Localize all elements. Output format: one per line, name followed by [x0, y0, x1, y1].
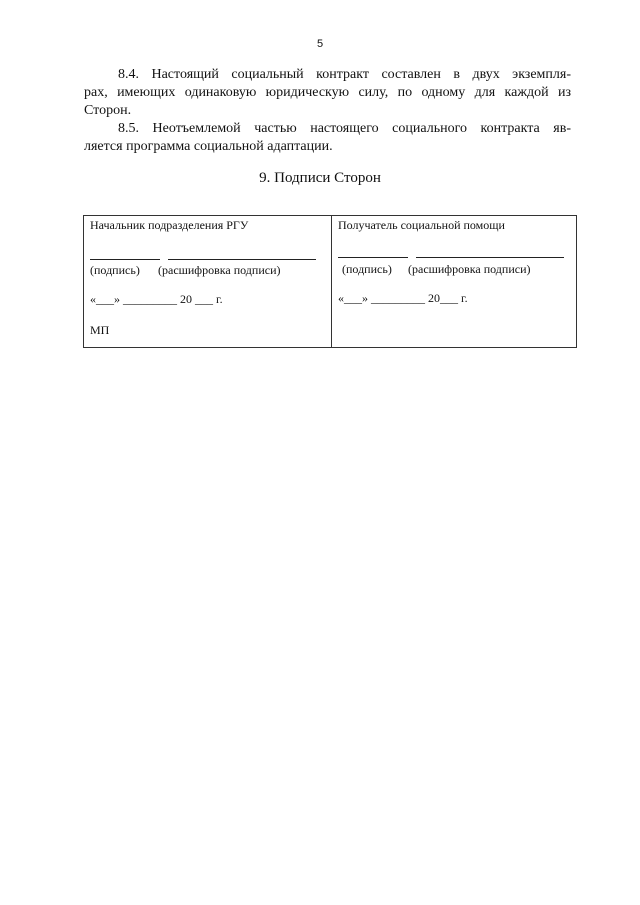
paragraph-8-5-line-2: ляется программа социальной адаптации.	[84, 139, 333, 154]
recipient-sign-label: (подпись)	[342, 262, 392, 276]
paragraph-text: 8.4. Настоящий социальный контракт составлен в двух экземпля-	[118, 67, 571, 82]
official-signature-line[interactable]	[90, 259, 160, 260]
paragraph-8-4-line-3: Сторон.	[84, 103, 132, 118]
signature-cell-official	[84, 216, 332, 347]
paragraph-8-5	[84, 120, 571, 156]
page-number: 5	[316, 38, 324, 50]
paragraph-8-4-line-1	[84, 66, 571, 84]
official-title: Начальник подразделения РГУ	[90, 218, 249, 232]
recipient-date-line[interactable]: «___» _________ 20___ г.	[338, 291, 468, 305]
paragraph-8-4-line-2: рах, имеющих одинаковую юридическую силу, по одному для каждой из	[84, 85, 571, 100]
official-sign-label: (подпись)	[90, 263, 140, 277]
paragraph-8-5-line-1	[84, 120, 571, 138]
signatures-table	[83, 215, 577, 348]
official-date-line[interactable]: «___» _________ 20 ___ г.	[90, 292, 223, 306]
recipient-decode-line[interactable]	[416, 257, 564, 258]
recipient-title: Получатель социальной помощи	[338, 218, 505, 232]
paragraph-text: 8.5. Неотъемлемой частью настоящего социального контракта яв-	[118, 121, 571, 136]
official-decode-label: (расшифровка подписи)	[158, 263, 281, 277]
section-title: 9. Подписи Сторон	[259, 170, 381, 186]
official-decode-line[interactable]	[168, 259, 316, 260]
signature-cell-recipient	[332, 216, 576, 347]
recipient-signature-line[interactable]	[338, 257, 408, 258]
recipient-decode-label: (расшифровка подписи)	[408, 262, 531, 276]
stamp-label: МП	[90, 323, 110, 337]
paragraph-8-4	[84, 66, 571, 120]
